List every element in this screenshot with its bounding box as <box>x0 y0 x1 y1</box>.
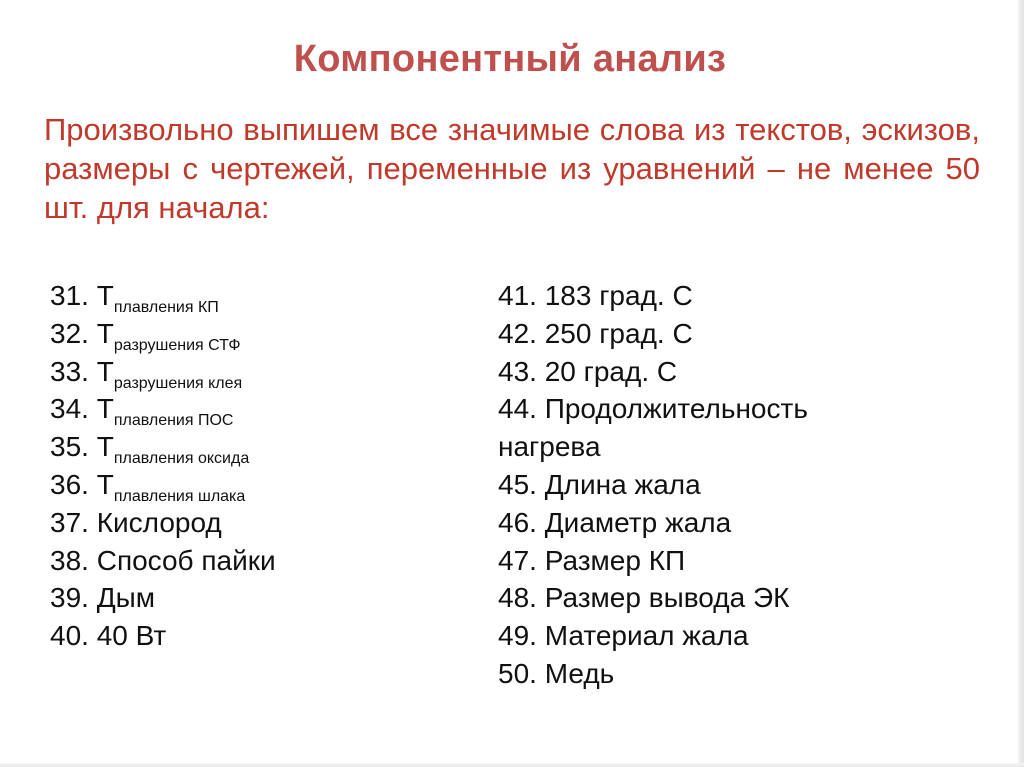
item-text: Т <box>96 468 114 500</box>
list-column-left <box>50 277 470 655</box>
list-item <box>498 315 918 353</box>
list-item <box>498 504 918 542</box>
list-item <box>498 542 918 580</box>
item-text: Длина жала <box>544 468 701 500</box>
item-text: Продолжительность <box>544 393 808 425</box>
list-item <box>498 655 918 693</box>
item-text: Медь <box>544 657 615 689</box>
list-item <box>498 466 918 504</box>
item-number: 34. <box>50 393 89 425</box>
intro-text: Произвольно выпишем все значимые слова из текстов, эскизов, размеры с чертежей, переменные из уравнений – не менее 50 шт. для начала: <box>44 112 980 225</box>
item-number: 31. <box>50 280 89 311</box>
item-number: 37. <box>50 506 89 538</box>
list-item <box>498 390 918 428</box>
item-text: Т <box>96 355 114 387</box>
item-text: Дым <box>96 582 156 614</box>
list-item <box>498 277 918 315</box>
list-item <box>50 315 470 353</box>
item-number: 43. <box>498 355 537 387</box>
item-subscript: плавления оксида <box>113 450 250 468</box>
list-item <box>498 353 918 391</box>
item-subscript: плавления КП <box>113 299 219 316</box>
list-item <box>50 579 470 617</box>
item-subscript: разрушения СТФ <box>113 336 241 354</box>
item-number: 44. <box>498 393 537 425</box>
item-text: Т <box>96 431 114 463</box>
slide-edge-shadow <box>1018 0 1024 767</box>
item-number: 32. <box>50 317 89 349</box>
list-item <box>50 542 470 580</box>
item-number: 39. <box>50 582 89 614</box>
list-item <box>50 390 470 428</box>
item-number: 40. <box>50 620 89 652</box>
item-number: 41. <box>498 280 537 311</box>
item-text: 183 град. С <box>544 280 693 311</box>
item-text: Способ пайки <box>96 544 276 576</box>
item-number: 36. <box>50 468 89 500</box>
list-item <box>50 466 470 504</box>
list-column-right <box>498 277 918 693</box>
item-number: 49. <box>498 620 537 652</box>
item-number: 33. <box>50 355 89 387</box>
list-item <box>50 617 470 655</box>
list-item <box>50 353 470 391</box>
list-item <box>498 579 918 617</box>
item-text: 40 Вт <box>96 620 167 652</box>
item-subscript: плавления ПОС <box>113 412 234 430</box>
list-item <box>498 617 918 655</box>
item-text: Т <box>96 317 114 349</box>
list-item <box>50 428 470 466</box>
item-text: 20 град. С <box>544 355 678 387</box>
list-item <box>50 504 470 542</box>
item-number: 48. <box>498 582 537 614</box>
list-item-continuation <box>498 428 918 466</box>
item-number: 35. <box>50 431 89 463</box>
item-text: Диаметр жала <box>544 506 732 538</box>
item-text: Т <box>96 280 114 311</box>
item-text: Размер КП <box>544 544 686 576</box>
item-number: 47. <box>498 544 537 576</box>
item-text: Т <box>96 393 114 425</box>
item-number: 42. <box>498 317 537 349</box>
slide-bottom-shadow <box>0 763 1024 767</box>
list-item <box>50 277 470 315</box>
item-text: Размер вывода ЭК <box>544 582 790 614</box>
item-text: Кислород <box>96 506 222 538</box>
item-text: 250 град. С <box>544 317 693 349</box>
item-text: нагрева <box>498 431 601 463</box>
item-text: Материал жала <box>544 620 749 652</box>
item-number: 45. <box>498 468 537 500</box>
item-subscript: разрушения клея <box>113 374 243 392</box>
item-number: 38. <box>50 544 89 576</box>
item-number: 50. <box>498 657 537 689</box>
slide-title: Компонентный анализ <box>293 38 727 80</box>
item-number: 46. <box>498 506 537 538</box>
item-subscript: плавления шлака <box>113 487 246 505</box>
